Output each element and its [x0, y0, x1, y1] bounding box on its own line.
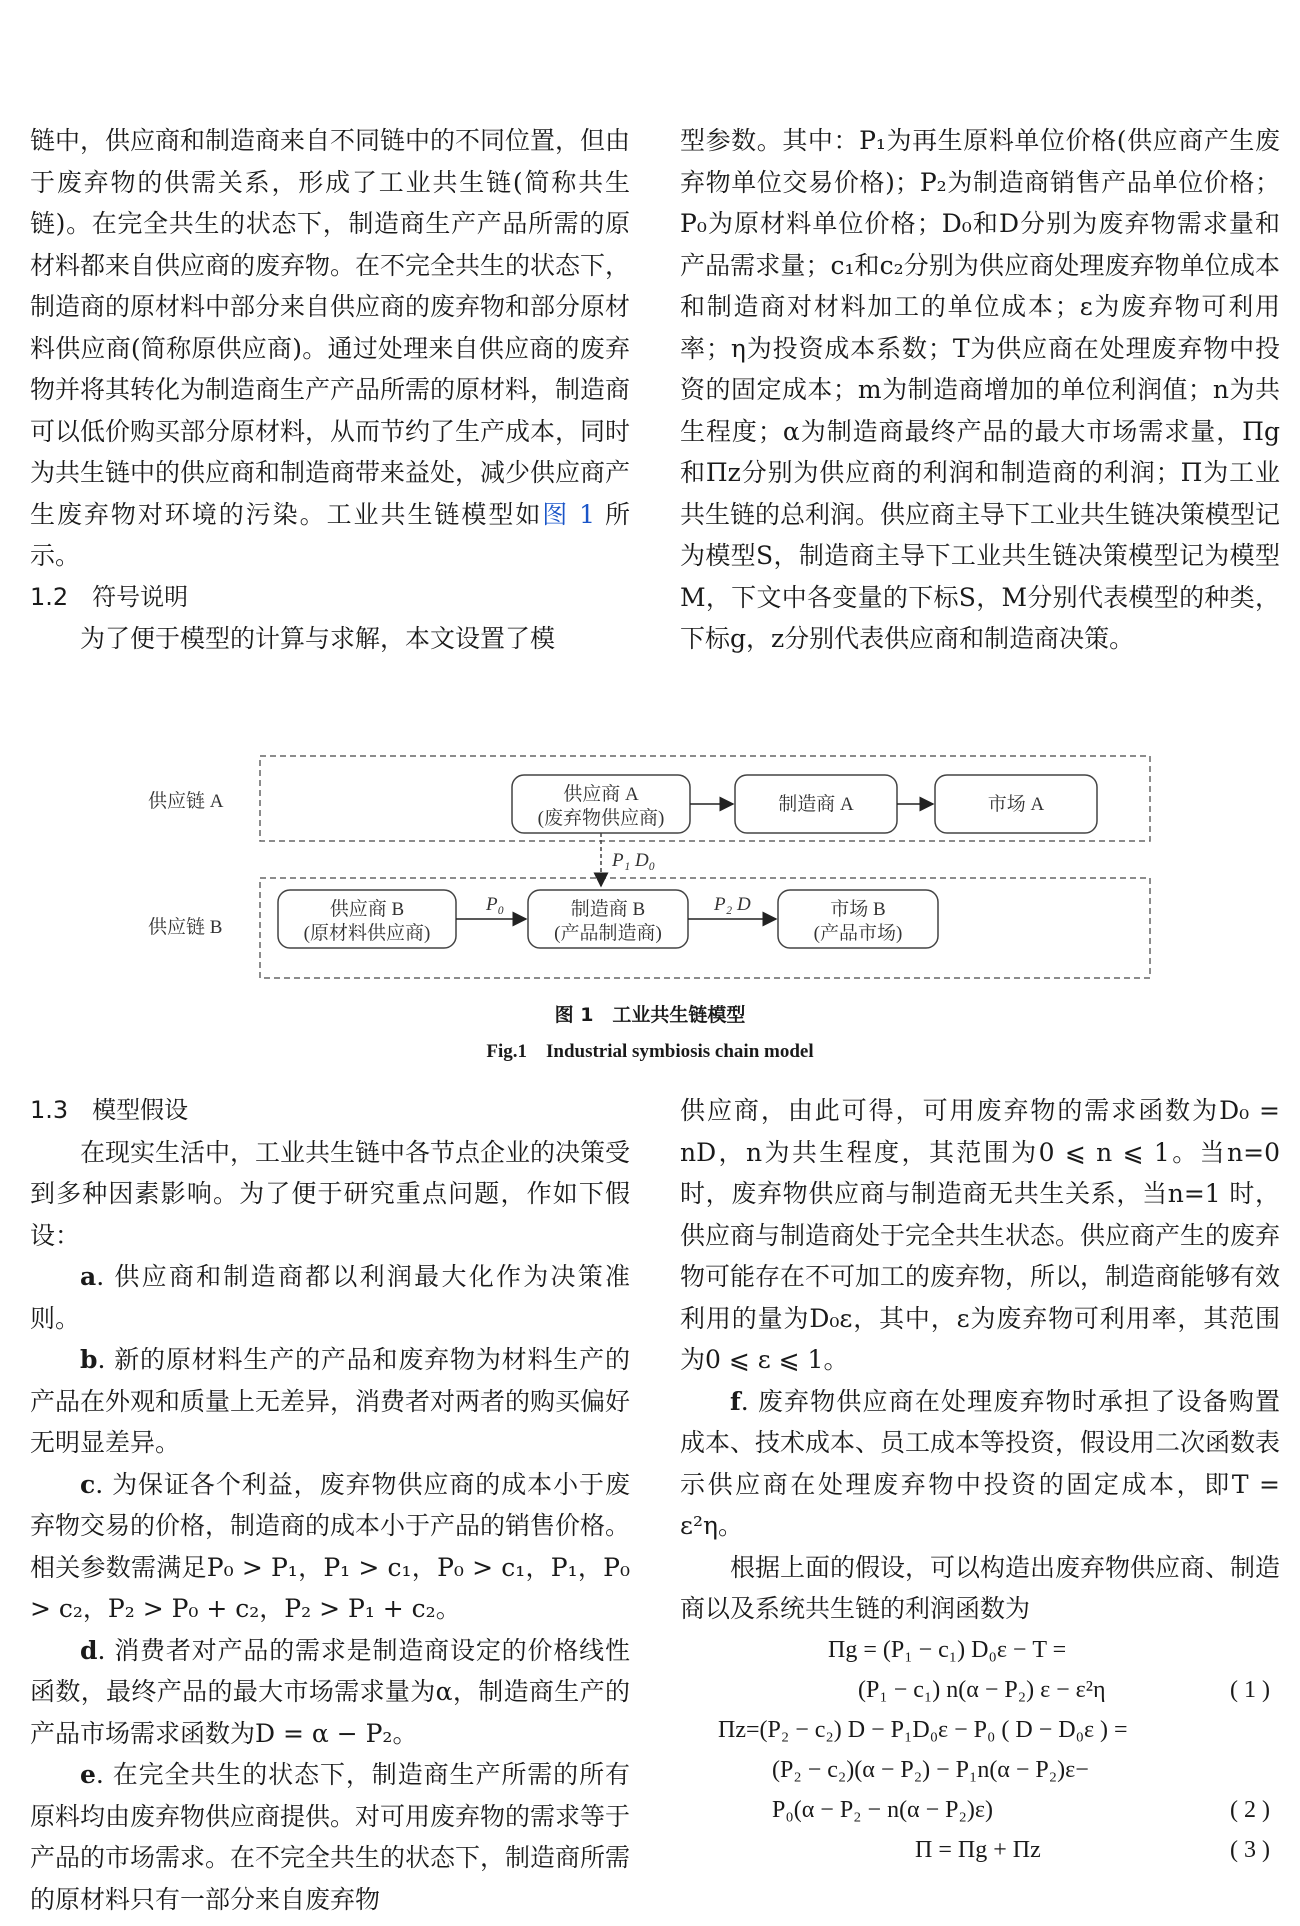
figure-reference-link[interactable]: 图 1 [542, 499, 596, 529]
section-heading-1-3 [30, 1090, 630, 1132]
figure-caption-en: Fig.1 Industrial symbiosis chain model [486, 1041, 814, 1062]
assumption-label: a [80, 1262, 97, 1291]
chain-b-label: 供应链 B [148, 917, 223, 938]
assumption-a [30, 1256, 630, 1339]
right-column-bottom [680, 1090, 1280, 1870]
assumption-text: . 新的原材料生产的产品和废弃物为材料生产的产品在外观和质量上无差异，消费者对两者的购买偏好无明显差异。 [30, 1345, 631, 1457]
supplier-a-sublabel: (废弃物供应商) [537, 808, 665, 829]
market-b-label: 市场 B [830, 899, 886, 920]
supplier-b-label: 供应商 B [329, 899, 405, 920]
maker-a-label: 制造商 A [778, 794, 854, 815]
section-number: 1.2 [30, 582, 69, 611]
equation-2-line-1 [680, 1710, 1280, 1750]
paragraph: 供应商，由此可得，可用废弃物的需求函数为D₀ = nD，n为共生程度，其范围为0 ⩽ n ⩽ 1。当n=0 时，废弃物供应商与制造商无共生关系，当n=1 时，供应商与制造商处于完全共生状态。供应商产生的废弃物可能存在不可加工的废弃物，所以，制造商能够有效利用的量为D₀ε，其中，ε为废弃物可利用率，其范围为0 ⩽ ε ⩽ 1。 [680, 1096, 1281, 1374]
paragraph-text: 链中，供应商和制造商来自不同链中的不同位置，但由于废弃物的供需关系，形成了工业共生链(简称共生链)。在完全共生的状态下，制造商生产产品所需的原材料都来自供应商的废弃物。在不完全共生的状态下，制造商的原材料中部分来自供应商的废弃物和部分原材料供应商(简称原供应商)。通过处理来自供应商的废弃物并将其转化为制造商生产产品所需的原材料，制造商可以低价购买部分原材料，从而节约了生产成本，同时为共生链中的供应商和制造商带来益处，减少供应商产生废弃物对环境的污染。工业共生链模型如 [30, 126, 631, 529]
symbiosis-chain-diagram [130, 750, 1170, 990]
assumption-label: c [80, 1469, 96, 1499]
assumption-d [30, 1630, 630, 1755]
assumption-text: . 在完全共生的状态下，制造商生产所需的所有原料均由废弃物供应商提供。对可用废弃物的需求等于产品的市场需求。在不完全共生的状态下，制造商所需的原材料只有一部分来自废弃物 [30, 1760, 631, 1914]
assumption-c [30, 1464, 630, 1630]
market-b-sublabel: (产品市场) [813, 923, 903, 944]
equation-2-line-3 [680, 1790, 1280, 1830]
equation-number: ( 3 ) [1230, 1836, 1270, 1863]
equation-text: Πg = (P₁ − c₁) D₀ε − T = [828, 1636, 1067, 1663]
chain-a-label: 供应链 A [148, 791, 224, 812]
assumption-e [30, 1754, 630, 1920]
maker-b-sublabel: (产品制造商) [554, 923, 662, 944]
paragraph: 在现实生活中，工业共生链中各节点企业的决策受到多种因素影响。为了便于研究重点问题，作如下假设： [30, 1137, 631, 1250]
assumption-label: b [80, 1345, 98, 1374]
assumption-text: . 废弃物供应商在处理废弃物时承担了设备购置成本、技术成本、员工成本等投资，假设用二次函数表示供应商在处理废弃物中投资的固定成本，即T = ε²η。 [680, 1386, 1281, 1540]
equation-text: Πz=(P₂ − c₂) D − P₁D₀ε − P₀ ( D − D₀ε ) = [718, 1716, 1128, 1743]
paragraph: 根据上面的假设，可以构造出废弃物供应商、制造商以及系统共生链的利润函数为 [680, 1552, 1281, 1623]
section-heading-1-2 [30, 577, 630, 619]
arrow-p2d-label: P₂ D [714, 894, 751, 915]
supplier-b-sublabel: (原材料供应商) [303, 923, 431, 944]
equation-number: ( 1 ) [1230, 1676, 1270, 1703]
assumption-label: f [730, 1386, 741, 1416]
figure-caption-cn: 图 1 工业共生链模型 [554, 1004, 746, 1026]
equation-text: (P₂ − c₂)(α − P₂) − P₁n(α − P₂)ε− [772, 1756, 1089, 1783]
section-number: 1.3 [30, 1096, 69, 1124]
paragraph [30, 120, 630, 577]
equation-2-line-2 [680, 1750, 1280, 1790]
equation-text: Π = Πg + Πz [915, 1836, 1041, 1863]
left-column-top [30, 120, 630, 660]
assumption-label: d [80, 1635, 98, 1665]
assumption-b [30, 1339, 630, 1464]
market-a-label: 市场 A [987, 794, 1045, 815]
equation-number: ( 2 ) [1230, 1796, 1270, 1823]
equation-text: P₀(α − P₂ − n(α − P₂)ε) [772, 1796, 993, 1823]
section-title: 模型假设 [92, 1096, 189, 1124]
left-column-bottom [30, 1090, 630, 1920]
equation-3 [680, 1830, 1280, 1870]
equation-text: (P₁ − c₁) n(α − P₂) ε − ε²η [858, 1676, 1106, 1703]
assumption-label: e [80, 1760, 96, 1789]
paragraph: 为了便于模型的计算与求解，本文设置了模 [80, 624, 556, 653]
figure-1 [130, 750, 1170, 1030]
section-title: 符号说明 [92, 582, 189, 611]
assumption-text: . 消费者对产品的需求是制造商设定的价格线性函数，最终产品的最大市场需求量为α，制造商生产的产品市场需求函数为D = α − P₂。 [30, 1635, 630, 1748]
equation-1-line-2 [680, 1670, 1280, 1710]
right-column-top [680, 120, 1280, 660]
paragraph: 型参数。其中：P₁为再生原料单位价格(供应商产生废弃物单位交易价格)；P₂为制造商销售产品单位价格；P₀为原材料单位价格；D₀和D分别为废弃物需求量和产品需求量；c₁和c₂分别为供应商处理废弃物单位成本和制造商对材料加工的单位成本；ε为废弃物可利用率；η为投资成本系数；T为供应商在处理废弃物中投资的固定成本；m为制造商增加的单位利润值；n为共生程度；α为制造商最终产品的最大市场需求量，Πg和Πz分别为供应商的利润和制造商的利润；Π为工业共生链的总利润。供应商主导下工业共生链决策模型记为模型S，制造商主导下工业共生链决策模型记为模型M，下文中各变量的下标S，M分别代表模型的种类，下标g，z分别代表供应商和制造商决策。 [680, 126, 1281, 653]
assumption-text: . 供应商和制造商都以利润最大化作为决策准则。 [30, 1262, 630, 1333]
supplier-a-label: 供应商 A [563, 784, 639, 805]
equation-1-line-1 [680, 1630, 1280, 1670]
assumption-f [680, 1381, 1280, 1547]
paragraph-text: 所示。 [30, 499, 630, 570]
arrow-p0-label: P₀ [486, 894, 505, 915]
arrow-p1d0-label: P₁ D₀ [612, 850, 656, 871]
maker-b-label: 制造商 B [570, 899, 646, 920]
assumption-text: . 为保证各个利益，废弃物供应商的成本小于废弃物交易的价格，制造商的成本小于产品的销售价格。相关参数需满足P₀ > P₁，P₁ > c₁，P₀ > c₁，P₁，P₀ > c₂，P₂ > P₀ + c₂，P₂ > P₁ + c₂。 [30, 1469, 631, 1623]
